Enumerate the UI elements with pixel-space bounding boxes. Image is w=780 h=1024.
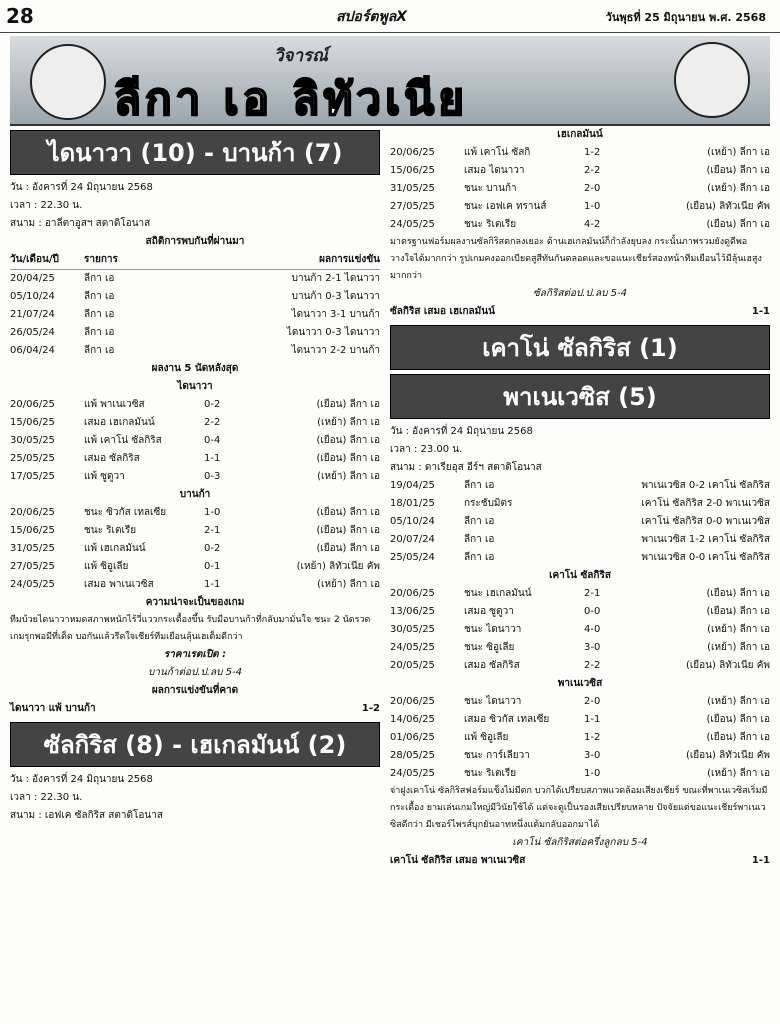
score-cell: 0-1: [204, 561, 221, 572]
opponent-cell: เสมอ เฮเกลมันน์: [84, 417, 155, 428]
odds-text: ซัลกิริสต่อป.ป.ลบ 5-4: [533, 288, 627, 299]
form-row: [10, 450, 380, 468]
date-cell: 13/06/25: [390, 606, 435, 617]
form-row: [390, 729, 770, 747]
opponent-cell: แพ้ เคาโน่ ซัลกิ: [464, 147, 531, 158]
date-cell: 01/06/25: [390, 732, 435, 743]
form-row: [390, 198, 770, 216]
h2h-col-result: ผลการแข่งขัน: [319, 254, 380, 265]
venue-cell: (เยือน) ลิทัวเนีย คัพ: [685, 201, 770, 212]
date-cell: 28/05/25: [390, 750, 435, 761]
opponent-cell: ชนะ ไดนาวา: [464, 696, 522, 707]
opponent-cell: ชนะ ริเตเรีย: [464, 768, 517, 779]
prediction-row: [390, 303, 770, 321]
result-cell: พาเนเวซิส 0-0 เคาโน่ ซัลกิริส: [641, 552, 770, 563]
form-row: [390, 693, 770, 711]
opponent-cell: ชนะ ไดนาวา: [464, 624, 522, 635]
table-row: [10, 324, 380, 342]
score-cell: 1-1: [204, 453, 221, 464]
competition-cell: ลีกา เอ: [84, 273, 115, 284]
venue-cell: (เยือน) ลีกา เอ: [706, 219, 770, 230]
opponent-cell: เสมอ ซูดูวา: [464, 606, 514, 617]
match-venue: สนาม : เอฟเค ซัลกิริส สตาดิโอนาส: [10, 810, 163, 821]
form-row: [10, 414, 380, 432]
date-cell: 24/05/25: [10, 579, 55, 590]
right-column: [390, 126, 770, 870]
odds-text: บานก้าต่อป.ป.ลบ 5-4: [147, 667, 242, 678]
prediction-score: 1-2: [361, 703, 380, 714]
team2-name: เฮเกลมันน์: [557, 129, 603, 140]
form-row: [10, 576, 380, 594]
venue-cell: (เหย้า) ลีกา เอ: [707, 183, 770, 194]
publication-logo: สปอร์ตพูลX: [336, 9, 408, 25]
venue-cell: (เหย้า) ลีกา เอ: [317, 471, 380, 482]
competition-cell: ลีกา เอ: [464, 480, 495, 491]
table-row: [10, 306, 380, 324]
opponent-cell: แพ้ เคาโน่ ซัลกิริส: [84, 435, 162, 446]
form-row: [390, 216, 770, 234]
venue-cell: (เยือน) ลีกา เอ: [706, 606, 770, 617]
result-cell: ไดนาวา 3-1 บานก้า: [291, 309, 380, 320]
match-venue: สนาม : ดาเรียอุส อีร์ฯ สตาดิโอนาส: [390, 462, 542, 473]
opponent-cell: แพ้ เฮเกลมันน์: [84, 543, 146, 554]
venue-cell: (เยือน) ลีกา เอ: [706, 588, 770, 599]
form-row: [390, 585, 770, 603]
team2-name: พาเนเวซิส: [557, 678, 603, 689]
form-row: [390, 639, 770, 657]
date-cell: 31/05/25: [390, 183, 435, 194]
competition-cell: ลีกา เอ: [84, 291, 115, 302]
score-cell: 1-0: [584, 201, 601, 212]
table-row: [10, 270, 380, 288]
competition-cell: ลีกา เอ: [84, 309, 115, 320]
table-row: [10, 288, 380, 306]
date-cell: 25/05/24: [390, 552, 435, 563]
opponent-cell: แพ้ พาเนเวซิส: [84, 399, 145, 410]
date-cell: 26/05/24: [10, 327, 55, 338]
team2-name: บานก้า: [179, 489, 211, 500]
result-cell: พาเนเวซิส 0-2 เคาโน่ ซัลกิริส: [641, 480, 770, 491]
result-cell: บานก้า 2-1 ไดนาวา: [291, 273, 380, 284]
result-cell: บานก้า 0-3 ไดนาวา: [291, 291, 380, 302]
score-cell: 0-3: [204, 471, 221, 482]
venue-cell: (เยือน) ลีกา เอ: [706, 714, 770, 725]
result-cell: ไดนาวา 0-3 ไดนาวา: [286, 327, 380, 338]
opponent-cell: ชนะ บานก้า: [464, 183, 517, 194]
score-cell: 2-2: [584, 660, 601, 671]
analysis-title: ความน่าจะเป็นของเกม: [145, 597, 245, 608]
match-title: ซัลกิริส (8) - เฮเกลมันน์ (2): [10, 722, 380, 767]
score-cell: 4-2: [584, 219, 601, 230]
score-cell: 0-2: [204, 399, 221, 410]
football-icon: [30, 44, 106, 120]
football-icon: [674, 42, 750, 118]
venue-cell: (เยือน) ลีกา เอ: [706, 165, 770, 176]
score-cell: 1-2: [584, 147, 601, 158]
venue-cell: (เหย้า) ลีกา เอ: [707, 147, 770, 158]
opponent-cell: ชนะ เฮเกลมันน์: [464, 588, 532, 599]
form-row: [390, 657, 770, 675]
match-title: พาเนเวซิส (5): [390, 374, 770, 419]
venue-cell: (เหย้า) ลีกา เอ: [707, 624, 770, 635]
venue-cell: (เยือน) ลีกา เอ: [316, 435, 380, 446]
prediction-score: 1-1: [751, 855, 770, 866]
opponent-cell: แพ้ ซิอูเลีย: [84, 561, 129, 572]
venue-cell: (เหย้า) ลิทัวเนีย คัพ: [296, 561, 380, 572]
date-cell: 30/05/25: [390, 624, 435, 635]
h2h-col-date: วัน/เดือน/ปี: [10, 254, 59, 265]
venue-cell: (เยือน) ลีกา เอ: [316, 507, 380, 518]
date-cell: 20/06/25: [10, 507, 55, 518]
venue-cell: (เยือน) ลีกา เอ: [316, 399, 380, 410]
venue-cell: (เหย้า) ลีกา เอ: [317, 579, 380, 590]
venue-cell: (เหย้า) ลีกา เอ: [317, 417, 380, 428]
date-cell: 19/04/25: [390, 480, 435, 491]
table-row: [390, 495, 770, 513]
competition-cell: ลีกา เอ: [464, 552, 495, 563]
date-cell: 20/06/25: [390, 147, 435, 158]
form-row: [10, 468, 380, 486]
venue-cell: (เหย้า) ลีกา เอ: [707, 696, 770, 707]
match-title: ไดนาวา (10) - บานก้า (7): [10, 130, 380, 175]
score-cell: 2-1: [584, 588, 601, 599]
date-cell: 06/04/24: [10, 345, 55, 356]
score-cell: 2-1: [204, 525, 221, 536]
h2h-col-competition: รายการ: [84, 254, 118, 265]
left-column: [10, 126, 380, 825]
table-row: [390, 531, 770, 549]
prediction-title: ผลการแข่งขันที่คาด: [151, 685, 239, 696]
date-cell: 15/06/25: [390, 165, 435, 176]
venue-cell: (เหย้า) ลีกา เอ: [707, 768, 770, 779]
score-cell: 2-2: [204, 417, 221, 428]
result-cell: เคาโน่ ซัลกิริส 0-0 พาเนเวซิส: [641, 516, 770, 527]
competition-cell: กระชับมิตร: [464, 498, 513, 509]
odds-text: เคาโน่ ซัลกิริสต่อครึ่งลูกลบ 5-4: [512, 837, 648, 848]
match-time: เวลา : 22.30 น.: [10, 792, 83, 803]
opponent-cell: เสมอ ซัลกิริส: [84, 453, 140, 464]
competition-cell: ลีกา เอ: [84, 327, 115, 338]
score-cell: 0-4: [204, 435, 221, 446]
date-cell: 20/06/25: [10, 399, 55, 410]
team1-name: ไดนาวา: [177, 381, 213, 392]
score-cell: 1-1: [584, 714, 601, 725]
form-row: [390, 162, 770, 180]
score-cell: 2-0: [584, 183, 601, 194]
date-cell: 20/06/25: [390, 588, 435, 599]
date-cell: 15/06/25: [10, 417, 55, 428]
competition-cell: ลีกา เอ: [84, 345, 115, 356]
form-row: [390, 711, 770, 729]
date-cell: 20/07/24: [390, 534, 435, 545]
opponent-cell: ชนะ ริเตเรีย: [464, 219, 517, 230]
score-cell: 3-0: [584, 642, 601, 653]
venue-cell: (เยือน) ลิทัวเนีย คัพ: [685, 750, 770, 761]
result-cell: พาเนเวซิส 1-2 เคาโน่ ซัลกิริส: [641, 534, 770, 545]
h2h-header: [10, 251, 380, 270]
table-row: [390, 549, 770, 567]
table-row: [390, 477, 770, 495]
venue-cell: (เยือน) ลีกา เอ: [316, 525, 380, 536]
odds-title: ราคาเรตเปิด :: [163, 649, 227, 660]
form-row: [390, 603, 770, 621]
score-cell: 1-2: [584, 732, 601, 743]
form-title: ผลงาน 5 นัดหลังสุด: [151, 363, 239, 374]
analysis-text: มาตรฐานฟอร์มผลงานซัลกิริสตกลงเยอะ ด้านเฮเกลมันน์ก็กำลังยุบลง กระนั้นภาพรวมยังดูดีพอวางใจได้มากกว่า รูปเกมคงออกเบียดสูสีทันกันตลอดและขอแนะเชียร์สองหน้าทีมเยือนไว้มีลุ้นเฮสูงมากกว่า: [390, 237, 762, 281]
date-cell: 17/05/25: [10, 471, 55, 482]
venue-cell: (เยือน) ลิทัวเนีย คัพ: [685, 660, 770, 671]
match-date: วัน : อังคารที่ 24 มิถุนายน 2568: [10, 182, 153, 193]
table-row: [390, 513, 770, 531]
score-cell: 4-0: [584, 624, 601, 635]
form-row: [10, 396, 380, 414]
team1-name: เคาโน่ ซัลกิริส: [549, 570, 611, 581]
competition-cell: ลีกา เอ: [464, 516, 495, 527]
opponent-cell: ชนะ เอฟเค ทรานส์: [464, 201, 547, 212]
form-row: [10, 432, 380, 450]
date-cell: 18/01/25: [390, 498, 435, 509]
score-cell: 2-2: [584, 165, 601, 176]
page-number: 28: [6, 4, 34, 28]
form-row: [10, 540, 380, 558]
issue-date: วันพุธที่ 25 มิถุนายน พ.ศ. 2568: [605, 11, 766, 24]
form-row: [390, 144, 770, 162]
banner-title: ลีกา เอ ลิทัวเนีย: [114, 74, 468, 125]
prediction-row: [10, 700, 380, 718]
venue-cell: (เยือน) ลีกา เอ: [316, 543, 380, 554]
table-row: [10, 342, 380, 360]
opponent-cell: แพ้ ซูดูวา: [84, 471, 125, 482]
form-row: [390, 765, 770, 783]
form-row: [390, 621, 770, 639]
match-time: เวลา : 23.00 น.: [390, 444, 463, 455]
date-cell: 24/05/25: [390, 219, 435, 230]
form-row: [10, 504, 380, 522]
competition-cell: ลีกา เอ: [464, 534, 495, 545]
date-cell: 31/05/25: [10, 543, 55, 554]
score-cell: 1-1: [204, 579, 221, 590]
score-cell: 2-0: [584, 696, 601, 707]
date-cell: 27/05/25: [10, 561, 55, 572]
prediction-row: [390, 852, 770, 870]
match-date: วัน : อังคารที่ 24 มิถุนายน 2568: [10, 774, 153, 785]
opponent-cell: ชนะ ริเตเรีย: [84, 525, 137, 536]
date-cell: 14/06/25: [390, 714, 435, 725]
date-cell: 20/04/25: [10, 273, 55, 284]
form-row: [10, 558, 380, 576]
prediction-text: เคาโน่ ซัลกิริส เสมอ พาเนเวซิส: [390, 855, 526, 866]
prediction-text: ซัลกิริส เสมอ เฮเกลมันน์: [390, 306, 495, 317]
opponent-cell: เสมอ พาเนเวซิส: [84, 579, 154, 590]
match-date: วัน : อังคารที่ 24 มิถุนายน 2568: [390, 426, 533, 437]
date-cell: 30/05/25: [10, 435, 55, 446]
opponent-cell: เสมอ ไดนาวา: [464, 165, 525, 176]
prediction-text: ไดนาวา แพ้ บานก้า: [10, 703, 96, 714]
form-row: [390, 180, 770, 198]
match-title: เคาโน่ ซัลกิริส (1): [390, 325, 770, 370]
page-header: [0, 0, 780, 33]
opponent-cell: ชนะ ซิอูเลีย: [464, 642, 515, 653]
venue-cell: (เหย้า) ลีกา เอ: [707, 642, 770, 653]
date-cell: 20/06/25: [390, 696, 435, 707]
score-cell: 1-0: [204, 507, 221, 518]
result-cell: เคาโน่ ซัลกิริส 2-0 พาเนเวซิส: [641, 498, 770, 509]
date-cell: 05/10/24: [390, 516, 435, 527]
opponent-cell: เสมอ ซัลกิริส: [464, 660, 520, 671]
opponent-cell: ชนะ ซิวกัส เทลเซีย: [84, 507, 167, 518]
match-venue: สนาม : อาลีตาอูสฯ สตาดิโอนาส: [10, 218, 151, 229]
date-cell: 27/05/25: [390, 201, 435, 212]
form-row: [390, 747, 770, 765]
opponent-cell: ชนะ การ์เลียวา: [464, 750, 530, 761]
date-cell: 15/06/25: [10, 525, 55, 536]
h2h-title: สถิติการพบกันที่ผ่านมา: [145, 236, 245, 247]
score-cell: 1-0: [584, 768, 601, 779]
form-row: [10, 522, 380, 540]
analysis-text: ทีมบ้วยไดนาวาหมดสภาพหนักไร้วี่แววกระเตื้องขึ้น รับมือบานก้าที่กลับมามั่นใจ ชนะ 2 นัดรวด เกมรุกพอมีที่เด็ด บอกันแล้วรีดใจเชียร์ทีมเยือนลุ้นเฮเต็มดีกว่า: [10, 615, 371, 642]
banner-subtitle: วิจารณ์: [274, 46, 328, 66]
venue-cell: (เยือน) ลีกา เอ: [316, 453, 380, 464]
section-banner: [10, 36, 770, 126]
date-cell: 24/05/25: [390, 642, 435, 653]
opponent-cell: แพ้ ซิอูเลีย: [464, 732, 509, 743]
score-cell: 0-0: [584, 606, 601, 617]
result-cell: ไดนาวา 2-2 บานก้า: [291, 345, 380, 356]
match-time: เวลา : 22.30 น.: [10, 200, 83, 211]
venue-cell: (เยือน) ลีกา เอ: [706, 732, 770, 743]
prediction-score: 1-1: [751, 306, 770, 317]
date-cell: 20/05/25: [390, 660, 435, 671]
date-cell: 21/07/24: [10, 309, 55, 320]
date-cell: 05/10/24: [10, 291, 55, 302]
score-cell: 3-0: [584, 750, 601, 761]
date-cell: 24/05/25: [390, 768, 435, 779]
score-cell: 0-2: [204, 543, 221, 554]
analysis-text: จ่าฝูงเคาโน่ ซัลกิริสฟอร์มแข็งไม่มีตก บวกได้เปรียบสภาพแวดล้อมเสียงเชียร์ ขณะที่พาเนเวซิสเริ่มมีกระเดื้อง ยามเล่นเกมใหญ่มีวินัยใช้ได้ แต่จะดูเป็นรองเสียเปรียบหลาย ปัจจัยแต่ขอแนะเชียร์พาเนเวซิสดีกว่า มีเชอร์ไพรส์บุกยันอาทหนึ่งแต้มกลับออกมาได้: [390, 786, 768, 830]
date-cell: 25/05/25: [10, 453, 55, 464]
opponent-cell: เสมอ ซิวกัส เทลเซีย: [464, 714, 550, 725]
